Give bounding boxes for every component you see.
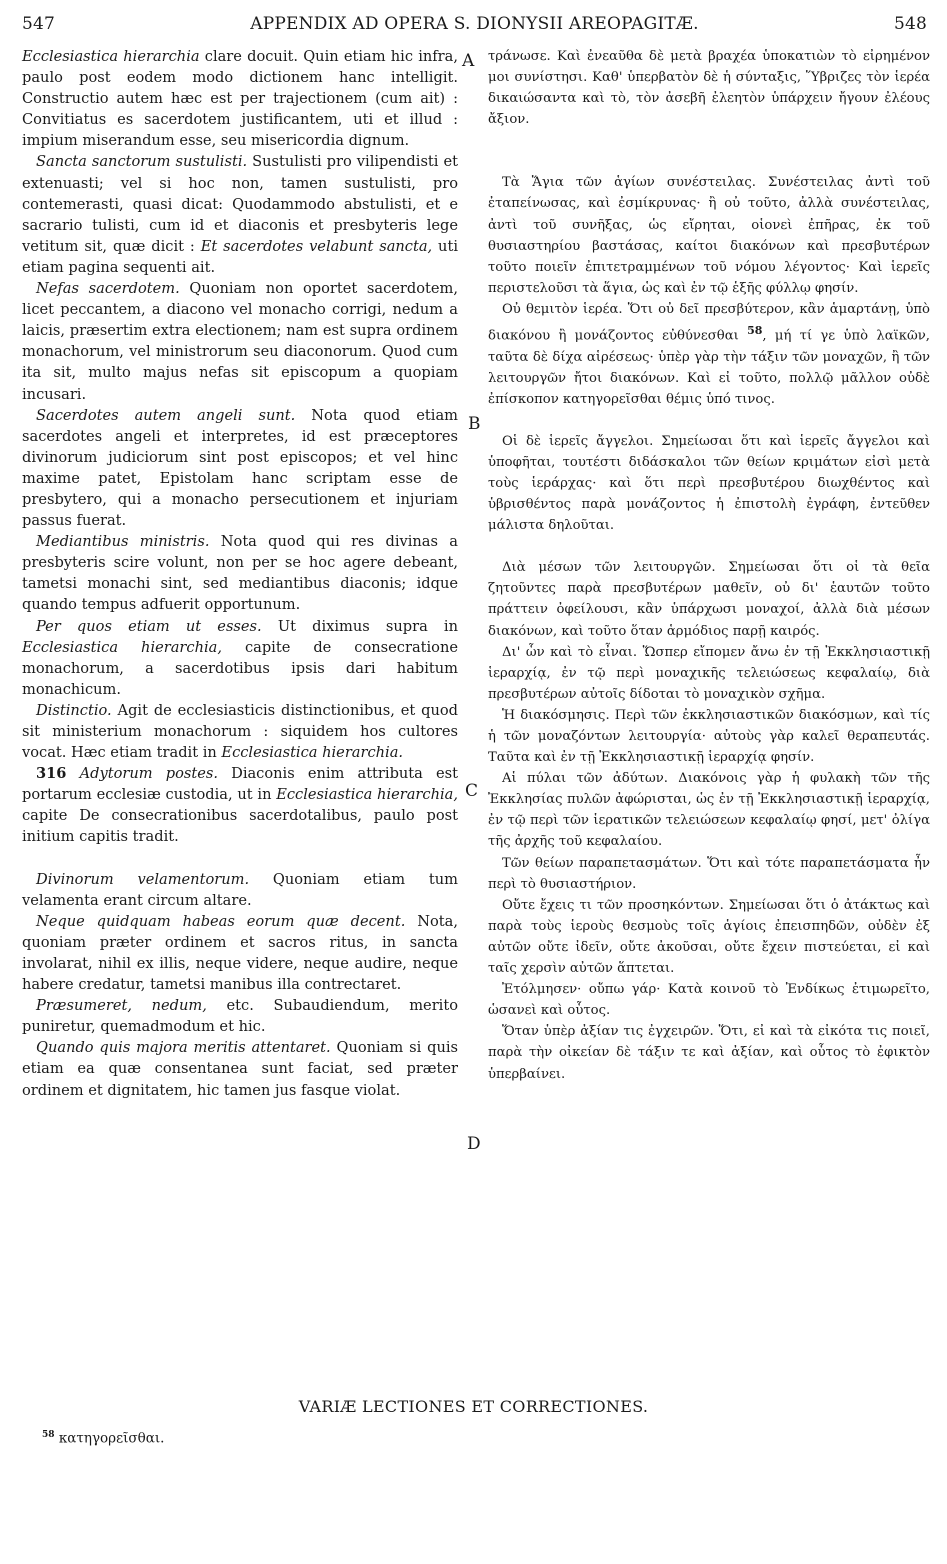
latin-reference: Ecclesiastica hierarchia, (276, 786, 458, 804)
latin-lemma: Divinorum velamentorum. (36, 870, 250, 888)
latin-text: Diaconis enim attributa est portarum ecclesiæ custodia, ut in (22, 765, 458, 804)
greek-lemma: Οὔτε ἔχεις τι τῶν προσηκόντων. (502, 897, 724, 913)
latin-text: Agit de ecclesiasticis distinctionibus, et quod sit ministerium monachorum : siquidem hos cultores vocat. Hæc etiam tradit in (22, 701, 458, 762)
latin-lemma: Præsumeret, nedum, (36, 997, 207, 1015)
spacer (488, 151, 930, 172)
latin-paragraph (22, 531, 458, 615)
section-marker-b: B (468, 414, 481, 434)
latin-lemma: Distinctio. (36, 701, 112, 719)
greek-lemma: Ἐτόλμησεν· (502, 982, 582, 998)
footnote-reference: 58 (747, 324, 763, 338)
latin-paragraph (22, 46, 458, 151)
latin-text: etc. Subaudiendum, merito puniretur, quemadmodum et hic. (22, 997, 458, 1036)
latin-paragraph (22, 1037, 458, 1100)
latin-lemma: Mediantibus ministris. (36, 533, 210, 551)
section-marker-d: D (467, 1134, 481, 1154)
greek-text: Ὅτι, εἰ καὶ τὰ εἰκότα τις ποιεῖ, παρὰ τὴν οἰκείαν δὲ τάξιν τε καὶ ἀξίαν, καὶ οὗτος τὸ ἐφικτὸν ὑπερβαίνει. (488, 1024, 930, 1082)
latin-reference: Ecclesiastica hierarchia, (22, 638, 222, 656)
latin-paragraph (22, 405, 458, 532)
variant-note (42, 1430, 164, 1447)
latin-lemma: Neque quidquam habeas eorum quæ decent. (36, 912, 406, 930)
greek-lemma: Διὰ μέσων τῶν λειτουργῶν. (502, 560, 716, 576)
greek-lemma: Οἱ δὲ ἱερεῖς ἄγγελοι. (502, 433, 654, 449)
greek-paragraph (488, 172, 930, 299)
latin-paragraph (22, 763, 458, 847)
latin-lemma: Quando quis majora meritis attentaret. (36, 1039, 331, 1057)
latin-text: Quoniam non oportet sacerdotem, licet peccantem, a diacono vel monacho corrigi, nedum a laicis, præsertim extra electionem; nam est supra ordinem monachorum, vel ministrorum seu diaconorum. Quod cum ita sit, multo majus nefas sit episcopum a quopiam incusari. (22, 280, 458, 403)
latin-text: Quoniam si quis etiam ea quæ consentanea sunt faciat, sed præter ordinem et dignitatem, hic tamen jus fasque violat. (22, 1039, 459, 1099)
latin-lemma: Sancta sanctorum sustulisti. (36, 153, 248, 171)
greek-text: Συνέστειλας ἀντὶ τοῦ ἐταπείνωσας, καὶ ἐσμίκρυνας· ἢ οὐ τοῦτο, ἀλλὰ συνέστειλας, ἀντὶ τοῦ συνῆξας, ὡς εἴρηται, οἱονεὶ ἐπῆρας, ἐκ τοῦ θυσιαστηρίου βαστάσας, καίτοι διακόνων καὶ πρεσβυτέρων τοῦτο ποιεῖν ἐπιτετραμμένων τοῦ νόμου λέγοντος· Καὶ ἱερεῖς περιστελοῦσι τὰ ἅγια, ὡς καὶ ἐν τῷ ἑξῆς φύλλῳ φησίν. (488, 175, 930, 296)
greek-text: Ὅτι οὐ δεῖ πρεσβύτερον, κἂν ἁμαρτάνῃ, ὑπὸ διακόνου ἢ μονάζοντος εὐθύνεσθαι (488, 301, 930, 344)
section-marker-c: C (465, 781, 479, 801)
latin-text: Nota quod etiam sacerdotes angeli et interpretes, id est præceptores divinorum judiciorum sint post episcopos; et vel hinc maxime patet, Epistolam hanc scriptam esse de presbytero, qui a monacho persecutionem et injuriam passus fuerat. (22, 406, 458, 530)
latin-lemma: Per quos etiam ut esses. (36, 617, 262, 635)
spacer (488, 410, 930, 431)
latin-quote: Et sacerdotes velabunt sancta, (200, 237, 433, 255)
greek-paragraph (488, 705, 930, 768)
greek-paragraph (488, 979, 930, 1021)
greek-text: Διακόνοις γὰρ ἡ φυλακὴ τῶν τῆς Ἐκκλησίας πυλῶν ἀφώρισται, ὡς ἐν τῇ Ἐκκλησιαστικῇ ἱεραρχίᾳ, ἐν τῷ περὶ τῶν ἱερατικῶν τελειώσεων κεφαλαίῳ φησί, μετ' ὀλίγα τῆς ἀρχῆς τοῦ κεφαλαίου. (488, 771, 930, 850)
latin-text: Ut diximus supra in (261, 617, 458, 635)
greek-text: Σημείωσαι ὅτι ὁ ἀτάκτως καὶ παρὰ τοὺς ἱεροὺς θεσμοὺς τοῖς ἁγίοις ἐπεισπηδῶν, οὐδὲν ἐξ αὐτῶν οὔτε ἰδεῖν, οὔτε ἀκοῦσαι, οὔτε ἔχειν πιστεύεται, εἰ καὶ ταῖς χερσὶν αὐτῶν ἅπτεται. (488, 897, 930, 977)
spacer (488, 130, 930, 151)
latin-paragraph (22, 278, 458, 405)
spacer (22, 848, 458, 869)
variae-lectiones-heading: VARIÆ LECTIONES ET CORRECTIONES. (298, 1397, 649, 1416)
page-header (22, 10, 927, 40)
note-number: 58 (42, 1430, 55, 1440)
latin-paragraph (22, 616, 458, 700)
margin-page-number: 316 (36, 765, 67, 783)
greek-column (488, 46, 930, 1085)
latin-text: Nota quod qui res divinas a presbyteris scire volunt, non per se hoc agere debeant, tametsi monachi sint, sed mediantibus diaconis; idque quando tempus adfuerit opportunum. (22, 533, 458, 614)
greek-paragraph (488, 299, 930, 410)
latin-text: Nota, quoniam præter ordinem et sacros ritus, in sancta involarat, nihil ex illis, neque videre, neque audire, neque habere credatur, tametsi manibus illa contrectaret. (22, 912, 458, 994)
latin-lemma: Adytorum postes. (79, 765, 218, 783)
latin-paragraph (22, 911, 458, 995)
greek-text: Σημείωσαι ὅτι οἱ τὰ θεῖα ζητοῦντες παρὰ πρεσβυτέρων μαθεῖν, οὐ δι' ἑαυτῶν τοῦτο πράττειν ὀφείλουσι, κἂν ὑπάρχωσι μοναχοί, ἀλλὰ διὰ μέσων διακόνων, καὶ τοῦτο ὅταν ἁρμόδιος παρῇ καιρός. (488, 560, 930, 639)
greek-paragraph (488, 431, 930, 536)
greek-lemma: Ὅταν ὑπὲρ ἀξίαν τις ἐγχειρῶν. (502, 1024, 714, 1040)
latin-paragraph (22, 700, 458, 763)
greek-paragraph (488, 642, 930, 705)
greek-lemma: Τὰ Ἅγια τῶν ἁγίων συνέστειλας. (502, 175, 756, 191)
running-title: APPENDIX AD OPERA S. DIONYSII AREOPAGITÆ. (250, 14, 699, 34)
spacer (488, 536, 930, 557)
greek-text: Σημείωσαι ὅτι καὶ ἱερεῖς ἄγγελοι καὶ ὑποφῆται, τουτέστι διδάσκαλοι τῶν θείων κριμάτων εἰσὶ μετὰ τοὺς ἱεράρχας· καὶ ὅτι περὶ πρεσβυτέρου διωχθέντος καὶ ὑβρισθέντος παρὰ μονάζοντος ἡ ἐπιστολὴ ἐγράφη, ἐντεῦθεν μάλιστα δηλοῦται. (488, 433, 930, 534)
latin-paragraph (22, 151, 458, 278)
latin-lemma: Ecclesiastica hierarchia (22, 48, 200, 65)
latin-paragraph (22, 869, 458, 911)
greek-paragraph: τράνωσε. Καὶ ἐνεαῦθα δὲ μετὰ βραχέα ὑποκατιὼν τὸ εἰρημένον μοι συνίστησι. Καθ' ὑπερβατὸν δὲ ἡ σύνταξις, Ὕβριζες τὸν ἱερέα δικαιώσαντα καὶ τὸ, τὸν ἀσεβῆ ἐλεητὸν ὑπάρχειν ἤγουν ἐλέους ἄξιον. (488, 49, 930, 128)
latin-text: capite de consecratione monachorum, a sacerdotibus ipsis dari habitum monachicum. (22, 638, 458, 698)
greek-lemma: Τῶν θείων παραπετασμάτων. (502, 855, 702, 871)
latin-lemma: Nefas sacerdotem. (36, 280, 180, 298)
note-text: κατηγορεῖσθαι. (58, 1430, 165, 1447)
greek-lemma: Δι' ὧν καὶ τὸ εἶναι. (502, 644, 638, 660)
greek-paragraph (488, 1021, 930, 1084)
latin-reference: Ecclesiastica hierarchia. (221, 744, 404, 762)
greek-paragraph (488, 768, 930, 852)
section-marker-a: A (462, 51, 475, 71)
page-number-right: 548 (893, 14, 927, 34)
greek-lemma: Ἡ διακόσμησις. (502, 707, 610, 723)
latin-text: clare docuit. Quin etiam hic infra, paulo post eodem modo dictionem hanc intelligit. Constructio autem hæc est per trajectionem (cum ait) : Convitiatus es sacerdotem justificantem, uti et illud : impium miserandum esse, seu misericordia dignum. (22, 48, 458, 150)
greek-paragraph (488, 557, 930, 641)
latin-text: uti etiam pagina sequenti ait. (22, 237, 458, 276)
latin-column (22, 46, 458, 1101)
greek-text: Ὅτι καὶ τότε παραπετάσματα ἦν περὶ τὸ θυσιαστήριον. (488, 855, 930, 892)
greek-text: οὔπω γάρ· Κατὰ κοινοῦ τὸ Ἐνδίκως ἐτιμωρεῖτο, ὡσανεὶ καὶ οὗτος. (488, 982, 930, 1019)
latin-text: Sustulisti pro vilipendisti et extenuasti; vel si hoc non, tamen sustulisti, pro contemerasti, quasi dicat: Quodammodo abstulisti, et e sacrario tulisti, cum id et diaconis et presbyteris lege vetitum sit, quæ dicit : (22, 153, 458, 255)
greek-text: Ὥσπερ εἴπομεν ἄνω ἐν τῇ Ἐκκλησιαστικῇ ἱεραρχίᾳ, ἐν τῷ περὶ μοναχικῆς τελειώσεως κεφαλαίῳ, διὰ πρεσβυτέρων αὐτοῖς δίδοται τὸ μοναχικὸν σχῆμα. (488, 644, 931, 702)
latin-lemma: Sacerdotes autem angeli sunt. (36, 406, 296, 424)
greek-lemma: Αἱ πύλαι τῶν ἀδύτων. (502, 771, 668, 787)
greek-lemma: Οὐ θεμιτὸν ἱερέα. (502, 301, 623, 317)
greek-text: , μή τί γε ὑπὸ λαϊκῶν, ταῦτα δὲ δίχα αἱρέσεως· ὑπὲρ γὰρ τὴν τάξιν τῶν μοναχῶν, ἢ τῶν λειτουργῶν ἤτοι διακόνων. Καὶ εἰ τοῦτο, πολλῷ μᾶλλον οὐδὲ ἐπίσκοπον κατηγορεῖσθαι θέμις ὑπό τινος. (488, 328, 930, 407)
latin-paragraph (22, 995, 458, 1037)
latin-text: capite De consecrationibus sacerdotalibus, paulo post initium capitis tradit. (22, 807, 458, 846)
latin-text: Quoniam etiam tum velamenta erant circum altare. (22, 870, 458, 909)
greek-paragraph (488, 895, 930, 979)
greek-text: Περὶ τῶν ἐκκλησιαστικῶν διακόσμων, καὶ τίς ἡ τῶν μοναζόντων λειτουργία· αὐτοὺς γὰρ καλεῖ θεραπευτάς. Ταῦτα καὶ ἐν τῇ Ἐκκλησιαστικῇ ἱεραρχίᾳ φησίν. (488, 707, 930, 766)
page-number-left: 547 (22, 14, 56, 34)
greek-paragraph (488, 853, 930, 895)
